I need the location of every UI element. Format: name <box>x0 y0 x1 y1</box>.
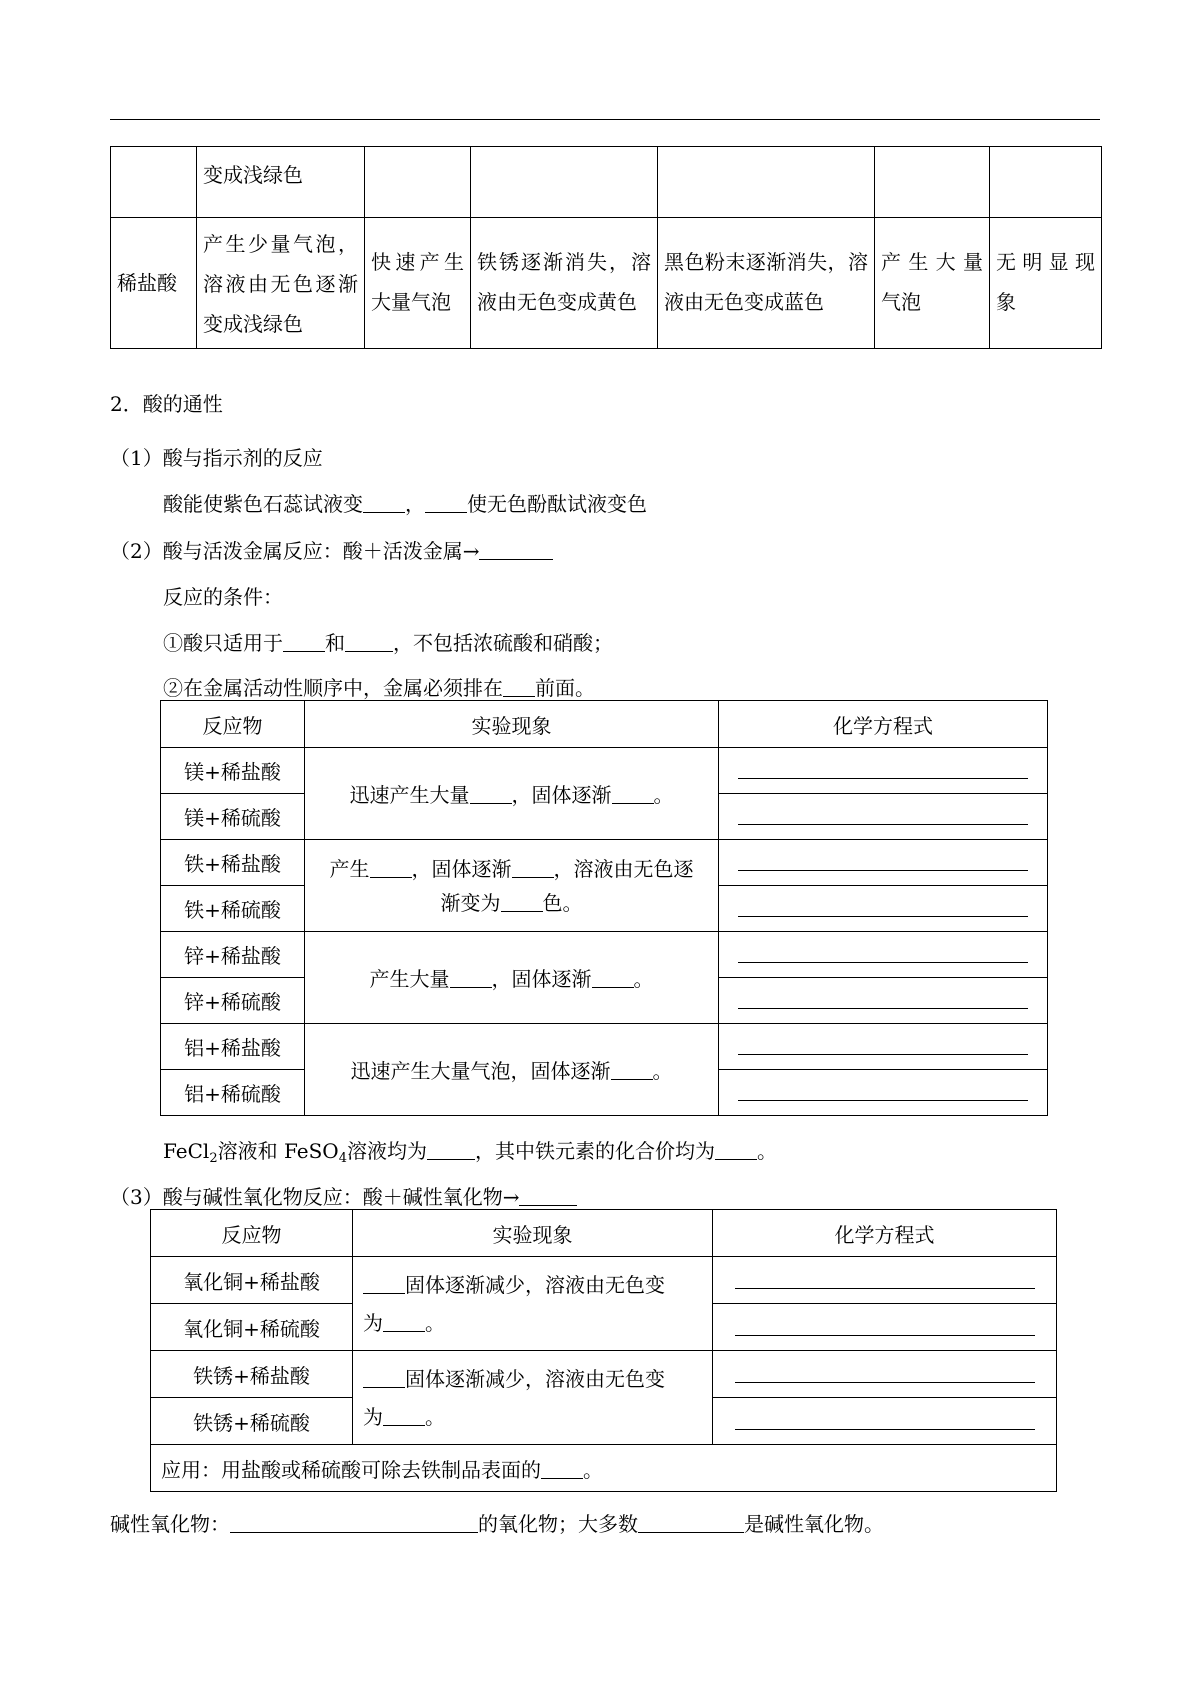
fill-blank[interactable] <box>612 785 654 804</box>
equation-cell <box>713 1351 1057 1398</box>
reactant-cell: 铁锈+稀硫酸 <box>151 1398 353 1445</box>
table-cell: 产生少量气泡， 溶液由无色逐渐 变成浅绿色 <box>197 218 365 349</box>
equation-cell <box>713 1304 1057 1351</box>
equation-blank[interactable] <box>735 1366 1035 1383</box>
acid-oxide-table <box>150 1209 1057 1492</box>
equation-blank[interactable] <box>738 1084 1028 1101</box>
fill-blank[interactable] <box>425 494 467 513</box>
subsection-title: （2）酸与活泼金属反应：酸＋活泼金属→ <box>110 535 553 564</box>
subsection-title: （3）酸与碱性氧化物反应：酸＋碱性氧化物→ <box>110 1181 577 1210</box>
equation-cell <box>719 886 1048 932</box>
fill-blank[interactable] <box>503 678 535 697</box>
equation-blank[interactable] <box>738 1038 1028 1055</box>
fill-blank[interactable] <box>363 1275 405 1294</box>
table-row <box>161 748 1048 794</box>
table-cell <box>111 147 197 218</box>
table-row <box>111 218 1102 349</box>
reactant-cell: 锌+稀硫酸 <box>161 978 305 1024</box>
reactant-cell: 铁锈+稀盐酸 <box>151 1351 353 1398</box>
fill-blank[interactable] <box>541 1460 583 1479</box>
phenomenon-cell: 固体逐渐减少，溶液由无色变 为 。 <box>353 1351 713 1445</box>
column-header: 反应物 <box>161 701 305 748</box>
fecl-line: FeCl$_2$溶液和 FeSO$_4$溶液均为 ，其中铁元素的化合价均为 。 <box>163 1139 777 1166</box>
phenomenon-cell: 产生 ，固体逐渐 ，溶液由无色逐 渐变为 色。 <box>305 840 719 932</box>
application-cell: 应用：用盐酸或稀硫酸可除去铁制品表面的 。 <box>151 1445 1057 1492</box>
phenomenon-cell: 迅速产生大量 ，固体逐渐 。 <box>305 748 719 840</box>
equation-cell <box>719 932 1048 978</box>
table-cell <box>875 147 990 218</box>
acid-metal-table <box>160 700 1048 1116</box>
fill-blank[interactable] <box>479 541 553 560</box>
fill-blank[interactable] <box>370 859 412 878</box>
subsection-title: （1）酸与指示剂的反应 <box>110 446 323 470</box>
condition-label: 反应的条件： <box>163 585 283 609</box>
equation-blank[interactable] <box>738 762 1028 779</box>
table-row <box>151 1351 1057 1398</box>
fill-blank[interactable] <box>638 1514 744 1533</box>
section-title: 2．酸的通性 <box>110 392 223 416</box>
table-row <box>161 840 1048 886</box>
table-cell: 变成浅绿色 <box>197 147 365 218</box>
table-cell: 稀盐酸 <box>111 218 197 349</box>
equation-cell <box>719 840 1048 886</box>
equation-cell <box>719 1024 1048 1070</box>
reactant-cell: 铝+稀硫酸 <box>161 1070 305 1116</box>
table-cell <box>365 147 471 218</box>
fill-blank[interactable] <box>363 1369 405 1388</box>
equation-blank[interactable] <box>738 992 1028 1009</box>
equation-blank[interactable] <box>735 1272 1035 1289</box>
column-header: 化学方程式 <box>713 1210 1057 1257</box>
table-cell: 快速产生 大量气泡 <box>365 218 471 349</box>
header-rule <box>110 119 1100 120</box>
fill-blank[interactable] <box>383 1407 425 1426</box>
basic-oxide-line: 碱性氧化物： 的氧化物；大多数 是碱性氧化物。 <box>110 1512 884 1536</box>
fill-blank[interactable] <box>611 1061 653 1080</box>
column-header: 反应物 <box>151 1210 353 1257</box>
table-header-row <box>161 701 1048 748</box>
equation-blank[interactable] <box>738 808 1028 825</box>
condition-2: ②在金属活动性顺序中，金属必须排在 前面。 <box>163 676 595 700</box>
fill-blank[interactable] <box>345 633 393 652</box>
table-row <box>111 147 1102 218</box>
table-cell: 铁锈逐渐消失，溶 液由无色变成黄色 <box>471 218 658 349</box>
reactant-cell: 氧化铜+稀盐酸 <box>151 1257 353 1304</box>
table-header-row <box>151 1210 1057 1257</box>
fill-blank[interactable] <box>501 893 543 912</box>
phenomenon-cell: 迅速产生大量气泡，固体逐渐 。 <box>305 1024 719 1116</box>
indicator-line: 酸能使紫色石蕊试液变 ， 使无色酚酞试液变色 <box>163 492 647 516</box>
table-row <box>161 1024 1048 1070</box>
table-cell <box>471 147 658 218</box>
fill-blank[interactable] <box>283 633 325 652</box>
equation-blank[interactable] <box>735 1413 1035 1430</box>
fill-blank[interactable] <box>427 1141 475 1160</box>
table-cell <box>990 147 1102 218</box>
reactant-cell: 镁+稀盐酸 <box>161 748 305 794</box>
reactant-cell: 铁+稀硫酸 <box>161 886 305 932</box>
equation-cell <box>713 1398 1057 1445</box>
reactant-cell: 铝+稀盐酸 <box>161 1024 305 1070</box>
fill-blank[interactable] <box>363 494 405 513</box>
fill-blank[interactable] <box>512 859 554 878</box>
equation-blank[interactable] <box>735 1319 1035 1336</box>
table-cell: 黑色粉末逐渐消失，溶 液由无色变成蓝色 <box>658 218 875 349</box>
fill-blank[interactable] <box>592 969 634 988</box>
fill-blank[interactable] <box>470 785 512 804</box>
equation-cell <box>719 794 1048 840</box>
fill-blank[interactable] <box>383 1313 425 1332</box>
equation-cell <box>713 1257 1057 1304</box>
reactant-cell: 锌+稀盐酸 <box>161 932 305 978</box>
fill-blank[interactable] <box>519 1187 577 1206</box>
equation-cell <box>719 748 1048 794</box>
table-cell <box>658 147 875 218</box>
table-row <box>151 1445 1057 1492</box>
column-header: 化学方程式 <box>719 701 1048 748</box>
phenomenon-cell: 固体逐渐减少，溶液由无色变 为 。 <box>353 1257 713 1351</box>
table-cell: 产生大量 气泡 <box>875 218 990 349</box>
equation-cell <box>719 978 1048 1024</box>
reactant-cell: 氧化铜+稀硫酸 <box>151 1304 353 1351</box>
equation-cell <box>719 1070 1048 1116</box>
condition-1: ①酸只适用于 和 ，不包括浓硫酸和硝酸； <box>163 631 613 655</box>
fill-blank[interactable] <box>450 969 492 988</box>
phenomenon-cell: 产生大量 ，固体逐渐 。 <box>305 932 719 1024</box>
table-row <box>151 1257 1057 1304</box>
equation-blank[interactable] <box>738 854 1028 871</box>
acid-reaction-table <box>110 146 1102 349</box>
reactant-cell: 镁+稀硫酸 <box>161 794 305 840</box>
table-cell: 无明显现 象 <box>990 218 1102 349</box>
fill-blank[interactable] <box>715 1141 757 1160</box>
equation-blank[interactable] <box>738 900 1028 917</box>
table-row <box>161 932 1048 978</box>
fill-blank[interactable] <box>230 1514 478 1533</box>
reactant-cell: 铁+稀盐酸 <box>161 840 305 886</box>
equation-blank[interactable] <box>738 946 1028 963</box>
column-header: 实验现象 <box>305 701 719 748</box>
column-header: 实验现象 <box>353 1210 713 1257</box>
